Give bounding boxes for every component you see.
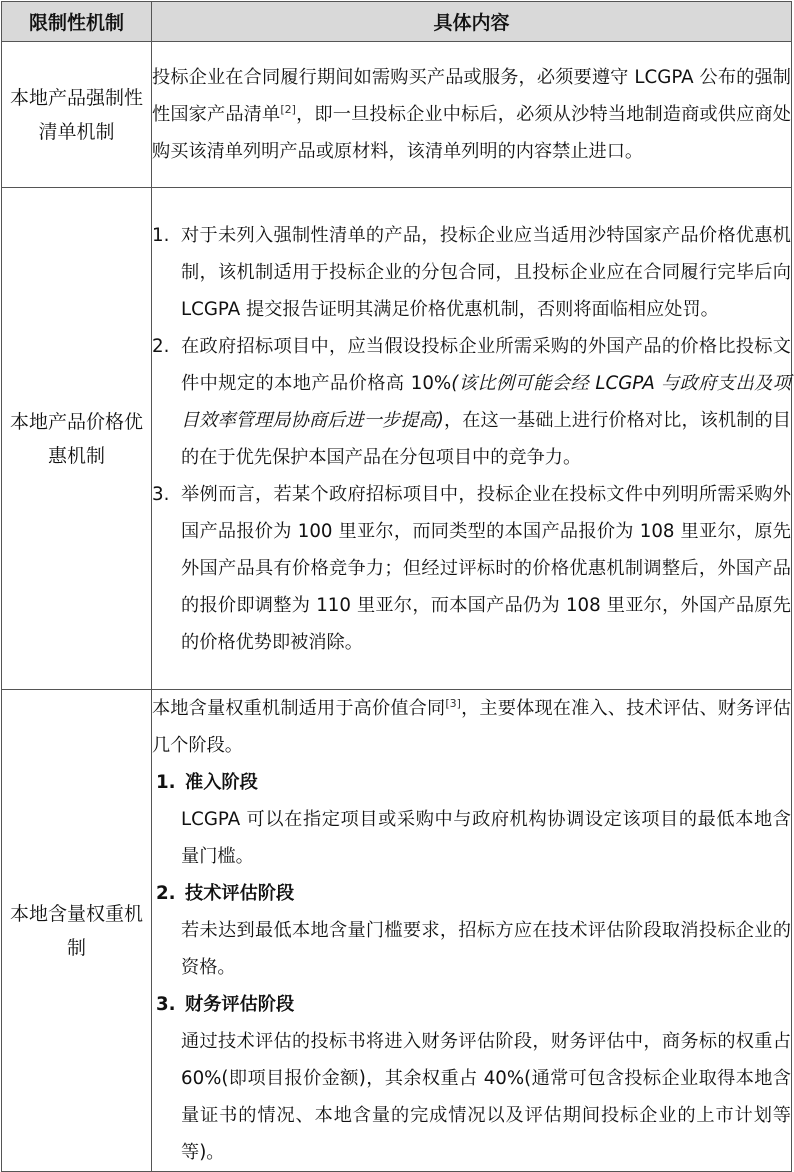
intro-part: ，主要体现在准入、技术评估、财务评估几个阶段。 [152, 698, 791, 756]
stage-text: LCGPA 可以在指定项目或采购中与政府机构协调设定该项目的最低本地含量门槛。 [181, 809, 791, 867]
list-number: 3. [152, 483, 170, 505]
row-content-price-preference [152, 188, 792, 690]
footnote-ref[interactable]: [2] [280, 102, 296, 116]
row-content-mandatory-list [152, 42, 792, 188]
row-label-local-content-weight: 本地含量权重机制 [2, 690, 152, 1172]
stage-title: 准入阶段 [185, 772, 258, 793]
table-row [2, 42, 792, 188]
list-text [181, 328, 791, 476]
header-content: 具体内容 [152, 2, 792, 42]
list-text: 举例而言，若某个政府招标项目中，投标企业在投标文件中列明所需采购外国产品报价为 100 里亚尔，而同类型的本国产品报价为 108 里亚尔，原先外国产品具有价格竞争力；但经过评标时的价格优惠机制调整后，外国产品的报价即调整为 110 里亚尔，而本国产品仍为 108 里亚尔，外国产品原先的价格优势即被消除。 [181, 483, 791, 653]
content-text: ，即一旦投标企业中标后，必须从沙特当地制造商或供应商处购买该清单列明产品或原材料，该清单列明的内容禁止进口。 [152, 104, 791, 162]
list-text-part: 在政府招标项目中，应当假设投标企业所需采购的外国产品的价格比投标文件中规定的本地产品价格高 10% [181, 335, 791, 394]
stage-text: 通过技术评估的投标书将进入财务评估阶段，财务评估中，商务标的权重占 60%(即项目报价金额)，其余权重占 40%(通常可包含投标企业取得本地含量证书的情况、本地含量的完成情况以及评估期间投标企业的上市计划等等)。 [181, 1031, 791, 1163]
list-number: 1. [152, 224, 170, 246]
row-content-local-content-weight [152, 690, 792, 1172]
stage-heading [152, 875, 791, 912]
list-text-part: ，在这一基础上进行价格对比，该机制的目的在于优先保护本国产品在分包项目中的竞争力。 [181, 409, 791, 468]
list-number: 2. [152, 335, 170, 357]
italic-note: (该比例可能会经 LCGPA 与政府支出及项目效率管理局协商后进一步提高) [181, 372, 791, 431]
table-row [2, 188, 792, 690]
stage-text: 若未达到最低本地含量门槛要求，招标方应在技术评估阶段取消投标企业的资格。 [181, 920, 791, 978]
row-label-mandatory-list: 本地产品强制性清单机制 [2, 42, 152, 188]
table-header-row [2, 2, 792, 42]
stage-title: 技术评估阶段 [185, 883, 295, 904]
stage-title: 财务评估阶段 [185, 994, 295, 1015]
restriction-mechanism-table [1, 1, 792, 1172]
stage-number: 1. [156, 772, 176, 793]
stage-number: 2. [156, 883, 176, 904]
row-label-price-preference: 本地产品价格优惠机制 [2, 188, 152, 690]
stage-heading [152, 986, 791, 1023]
list-item [152, 476, 791, 661]
content-text: 投标企业在合同履行期间如需购买产品或服务，必须要遵守 LCGPA 公布的强制性国家产品清单 [152, 67, 791, 125]
stage-number: 3. [156, 994, 176, 1015]
table-row [2, 690, 792, 1172]
list-item [152, 328, 791, 476]
header-mechanism: 限制性机制 [2, 2, 152, 42]
footnote-ref[interactable]: [3] [445, 696, 461, 710]
stage-heading [152, 764, 791, 801]
list-item [152, 217, 791, 328]
intro-part: 本地含量权重机制适用于高价值合同 [152, 698, 446, 719]
intro-text [152, 690, 791, 764]
list-text: 对于未列入强制性清单的产品，投标企业应当适用沙特国家产品价格优惠机制，该机制适用于投标企业的分包合同，且投标企业应在合同履行完毕后向 LCGPA 提交报告证明其满足价格优惠机制，否则将面临相应处罚。 [181, 224, 791, 320]
